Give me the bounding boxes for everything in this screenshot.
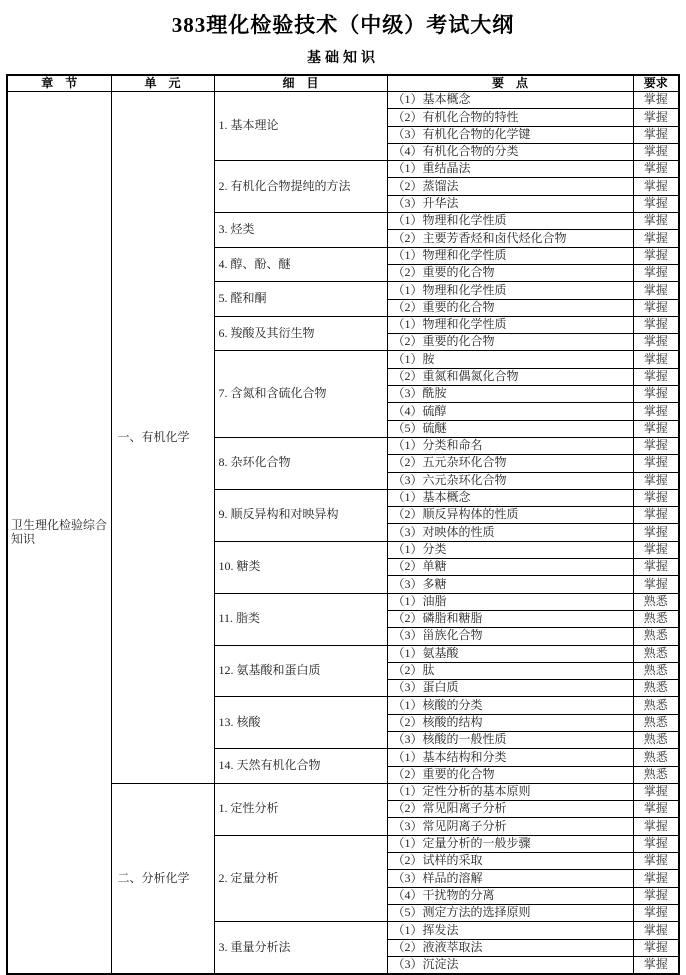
requirement-cell: 掌握 (633, 126, 679, 143)
requirement-cell: 掌握 (633, 213, 679, 230)
requirement-cell: 掌握 (633, 887, 679, 904)
point-cell: （5）测定方法的选择原则 (387, 904, 633, 921)
point-cell: （1）物理和化学性质 (387, 316, 633, 333)
requirement-cell: 掌握 (633, 161, 679, 178)
detail-cell: 6. 羧酸及其衍生物 (214, 316, 387, 351)
requirement-cell: 掌握 (633, 541, 679, 558)
point-cell: （2）单糖 (387, 559, 633, 576)
point-cell: （2）磷脂和糖脂 (387, 610, 633, 627)
detail-cell: 7. 含氮和含硫化合物 (214, 351, 387, 437)
section-subtitle: 基础知识 (307, 51, 379, 66)
detail-cell: 1. 定性分析 (214, 783, 387, 835)
requirement-cell: 掌握 (633, 507, 679, 524)
point-cell: （2）肽 (387, 662, 633, 679)
requirement-cell: 掌握 (633, 576, 679, 593)
point-cell: （3）核酸的一般性质 (387, 731, 633, 748)
point-cell: （3）酰胺 (387, 386, 633, 403)
point-cell: （3）有机化合物的化学键 (387, 126, 633, 143)
point-cell: （2）试样的采取 (387, 853, 633, 870)
requirement-cell: 掌握 (633, 143, 679, 160)
requirement-cell: 掌握 (633, 386, 679, 403)
point-cell: （2）重要的化合物 (387, 299, 633, 316)
point-cell: （1）氨基酸 (387, 645, 633, 662)
detail-cell: 1. 基本理论 (214, 92, 387, 161)
requirement-cell: 熟悉 (633, 628, 679, 645)
point-cell: （1）基本结构和分类 (387, 749, 633, 766)
point-cell: （2）重要的化合物 (387, 264, 633, 281)
requirement-cell: 掌握 (633, 403, 679, 420)
requirement-cell: 掌握 (633, 351, 679, 368)
chapter-cell: 卫生理化检验综合知识 (7, 92, 111, 975)
point-cell: （2）主要芳香烃和卤代烃化合物 (387, 230, 633, 247)
requirement-cell: 熟悉 (633, 662, 679, 679)
detail-cell: 3. 烃类 (214, 213, 387, 248)
requirement-cell: 掌握 (633, 334, 679, 351)
header-points: 要 点 (387, 75, 633, 92)
point-cell: （2）五元杂环化合物 (387, 455, 633, 472)
requirement-cell: 掌握 (633, 783, 679, 800)
point-cell: （1）油脂 (387, 593, 633, 610)
requirement-cell: 掌握 (633, 818, 679, 835)
detail-cell: 2. 有机化合物提纯的方法 (214, 161, 387, 213)
point-cell: （1）挥发法 (387, 922, 633, 939)
requirement-cell: 掌握 (633, 853, 679, 870)
point-cell: （2）常见阳离子分析 (387, 801, 633, 818)
requirement-cell: 掌握 (633, 801, 679, 818)
point-cell: （1）物理和化学性质 (387, 247, 633, 264)
detail-cell: 10. 糖类 (214, 541, 387, 593)
header-row (7, 75, 679, 92)
point-cell: （3）甾族化合物 (387, 628, 633, 645)
detail-cell: 9. 顺反异构和对映异构 (214, 489, 387, 541)
point-cell: （2）顺反异构体的性质 (387, 507, 633, 524)
requirement-cell: 掌握 (633, 247, 679, 264)
point-cell: （3）常见阴离子分析 (387, 818, 633, 835)
detail-cell: 13. 核酸 (214, 697, 387, 749)
point-cell: （1）定量分析的一般步骤 (387, 835, 633, 852)
header-detail: 细 目 (214, 75, 387, 92)
detail-cell: 3. 重量分析法 (214, 922, 387, 974)
point-cell: （2）重氮和偶氮化合物 (387, 368, 633, 385)
point-cell: （5）硫醚 (387, 420, 633, 437)
page-title: 383理化检验技术（中级）考试大纲 (171, 13, 515, 37)
requirement-cell: 熟悉 (633, 714, 679, 731)
point-cell: （1）重结晶法 (387, 161, 633, 178)
requirement-cell: 熟悉 (633, 749, 679, 766)
point-cell: （4）有机化合物的分类 (387, 143, 633, 160)
requirement-cell: 掌握 (633, 835, 679, 852)
requirement-cell: 熟悉 (633, 610, 679, 627)
point-cell: （3）多糖 (387, 576, 633, 593)
point-cell: （1）物理和化学性质 (387, 213, 633, 230)
point-cell: （2）重要的化合物 (387, 334, 633, 351)
detail-cell: 11. 脂类 (214, 593, 387, 645)
detail-cell: 4. 醇、酚、醚 (214, 247, 387, 282)
detail-cell: 14. 天然有机化合物 (214, 749, 387, 784)
requirement-cell: 熟悉 (633, 731, 679, 748)
requirement-cell: 熟悉 (633, 680, 679, 697)
requirement-cell: 掌握 (633, 92, 679, 109)
requirement-cell: 掌握 (633, 922, 679, 939)
point-cell: （1）基本概念 (387, 92, 633, 109)
requirement-cell: 掌握 (633, 455, 679, 472)
requirement-cell: 掌握 (633, 489, 679, 506)
point-cell: （3）沉淀法 (387, 956, 633, 974)
requirement-cell: 掌握 (633, 264, 679, 281)
requirement-cell: 掌握 (633, 437, 679, 454)
point-cell: （2）液液萃取法 (387, 939, 633, 956)
point-cell: （2）有机化合物的特性 (387, 109, 633, 126)
requirement-cell: 掌握 (633, 420, 679, 437)
requirement-cell: 掌握 (633, 195, 679, 212)
requirement-cell: 熟悉 (633, 593, 679, 610)
requirement-cell: 掌握 (633, 368, 679, 385)
requirement-cell: 掌握 (633, 870, 679, 887)
detail-cell: 8. 杂环化合物 (214, 437, 387, 489)
point-cell: （3）样品的溶解 (387, 870, 633, 887)
point-cell: （2）核酸的结构 (387, 714, 633, 731)
requirement-cell: 掌握 (633, 316, 679, 333)
detail-cell: 2. 定量分析 (214, 835, 387, 921)
requirement-cell: 掌握 (633, 282, 679, 299)
point-cell: （4）干扰物的分离 (387, 887, 633, 904)
point-cell: （1）核酸的分类 (387, 697, 633, 714)
point-cell: （3）六元杂环化合物 (387, 472, 633, 489)
requirement-cell: 熟悉 (633, 697, 679, 714)
requirement-cell: 熟悉 (633, 766, 679, 783)
detail-cell: 12. 氨基酸和蛋白质 (214, 645, 387, 697)
point-cell: （4）硫醇 (387, 403, 633, 420)
table-body (7, 92, 679, 975)
point-cell: （2）蒸馏法 (387, 178, 633, 195)
detail-cell: 5. 醛和酮 (214, 282, 387, 317)
point-cell: （2）重要的化合物 (387, 766, 633, 783)
point-cell: （1）分类 (387, 541, 633, 558)
header-chapter: 章 节 (7, 75, 111, 92)
requirement-cell: 掌握 (633, 939, 679, 956)
requirement-cell: 掌握 (633, 472, 679, 489)
point-cell: （1）基本概念 (387, 489, 633, 506)
header-requirement: 要求 (633, 75, 679, 92)
requirement-cell: 掌握 (633, 109, 679, 126)
point-cell: （1）分类和命名 (387, 437, 633, 454)
requirement-cell: 掌握 (633, 178, 679, 195)
requirement-cell: 熟悉 (633, 645, 679, 662)
point-cell: （1）胺 (387, 351, 633, 368)
requirement-cell: 掌握 (633, 524, 679, 541)
unit-cell: 一、有机化学 (111, 92, 214, 784)
requirement-cell: 掌握 (633, 230, 679, 247)
requirement-cell: 掌握 (633, 956, 679, 974)
exam-outline-table (6, 74, 680, 975)
point-cell: （1）定性分析的基本原则 (387, 783, 633, 800)
requirement-cell: 掌握 (633, 299, 679, 316)
table-row (7, 92, 679, 109)
requirement-cell: 掌握 (633, 559, 679, 576)
header-unit: 单 元 (111, 75, 214, 92)
point-cell: （3）对映体的性质 (387, 524, 633, 541)
point-cell: （1）物理和化学性质 (387, 282, 633, 299)
point-cell: （3）升华法 (387, 195, 633, 212)
unit-cell: 二、分析化学 (111, 783, 214, 974)
requirement-cell: 掌握 (633, 904, 679, 921)
point-cell: （3）蛋白质 (387, 680, 633, 697)
